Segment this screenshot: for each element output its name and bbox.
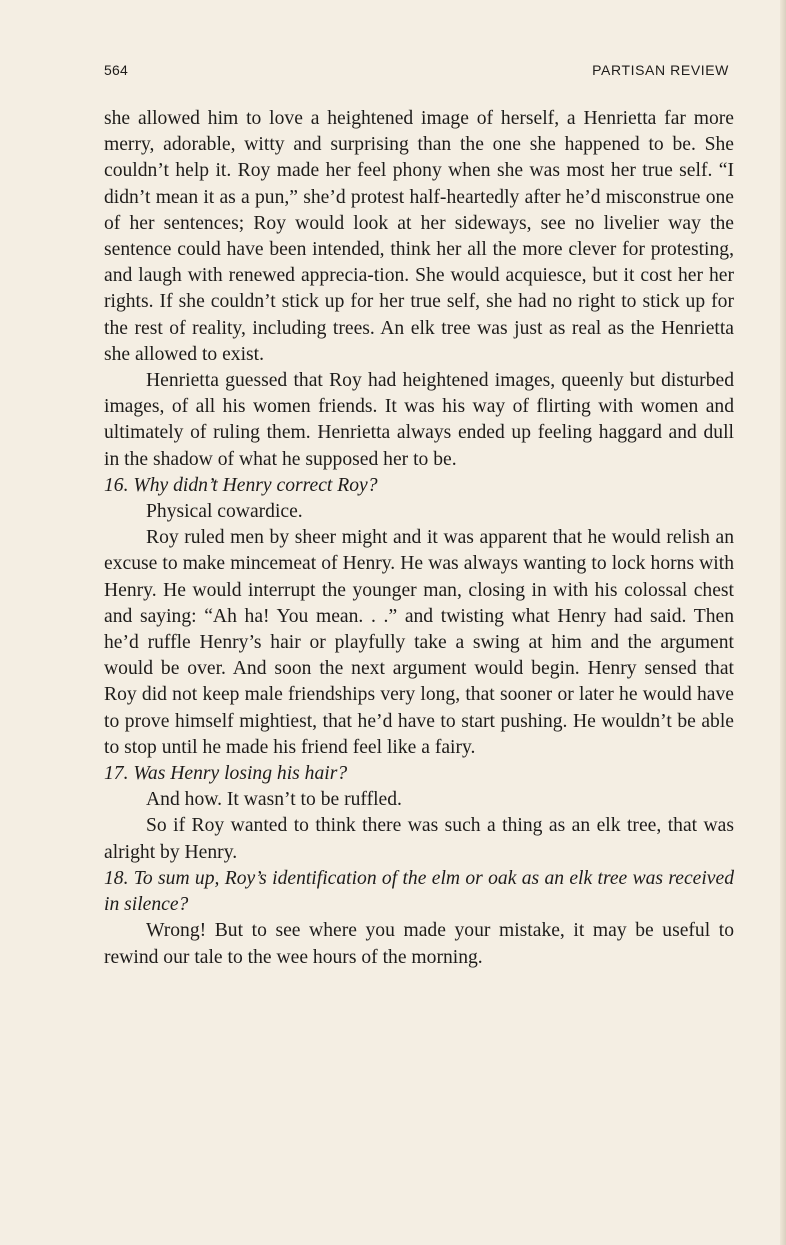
body-text bbox=[104, 106, 734, 971]
question-18: 18. To sum up, Roy’s identification of the elm or oak as an elk tree was received in silence? bbox=[104, 867, 734, 916]
running-head: PARTISAN REVIEW bbox=[592, 62, 729, 78]
answer-17: And how. It wasn’t to be ruffled. bbox=[146, 789, 402, 811]
paragraph: Henrietta guessed that Roy had heightened images, queenly but disturbed images, of all his women friends. It was his way of flirting with women and ultimately of ruling them. Henrietta always ended up feeling haggard and dull in the shadow of what he supposed her to be. bbox=[104, 370, 734, 470]
page-number: 564 bbox=[104, 62, 128, 78]
question-16: 16. Why didn’t Henry correct Roy? bbox=[104, 474, 378, 496]
paragraph: So if Roy wanted to think there was such a thing as an elk tree, that was alright by Henry. bbox=[104, 815, 734, 863]
paragraph-continuation: she allowed him to love a heightened image of herself, a Henrietta far more merry, adorable, witty and surprising than the one she happened to be. She couldn’t help it. Roy made her feel phony when she was most her true self. “I didn’t mean it as a pun,” she’d protest half-heartedly after he’d misconstrue one of her sentences; Roy would look at her sideways, see no livelier way the sentence could have been intended, think her all the more clever for protesting, and laugh with renewed apprecia-tion. She would acquiesce, but it cost her her rights. If she couldn’t stick up for her true self, she had no right to stick up for the rest of reality, including trees. An elk tree was just as real as the Henrietta she allowed to exist. bbox=[104, 108, 734, 365]
question-17: 17. Was Henry losing his hair? bbox=[104, 763, 348, 785]
answer-18: Wrong! But to see where you made your mistake, it may be useful to rewind our tale to the wee hours of the morning. bbox=[104, 920, 734, 968]
paragraph: Roy ruled men by sheer might and it was apparent that he would relish an excuse to make mincemeat of Henry. He was always wanting to lock horns with Henry. He would interrupt the younger man, closing in with his colossal chest and saying: “Ah ha! You mean. . .” and twisting what Henry had said. Then he’d ruffle Henry’s hair or playfully take a swing at him and the argument would be over. And soon the next argument would begin. Henry sensed that Roy did not keep male friendships very long, that sooner or later he would have to prove himself mightiest, that he’d have to start pushing. He wouldn’t be able to stop until he made his friend feel like a fairy. bbox=[104, 527, 734, 758]
answer-16: Physical cowardice. bbox=[146, 501, 303, 523]
page-edge-shadow bbox=[780, 0, 786, 1245]
page-header bbox=[104, 62, 729, 82]
